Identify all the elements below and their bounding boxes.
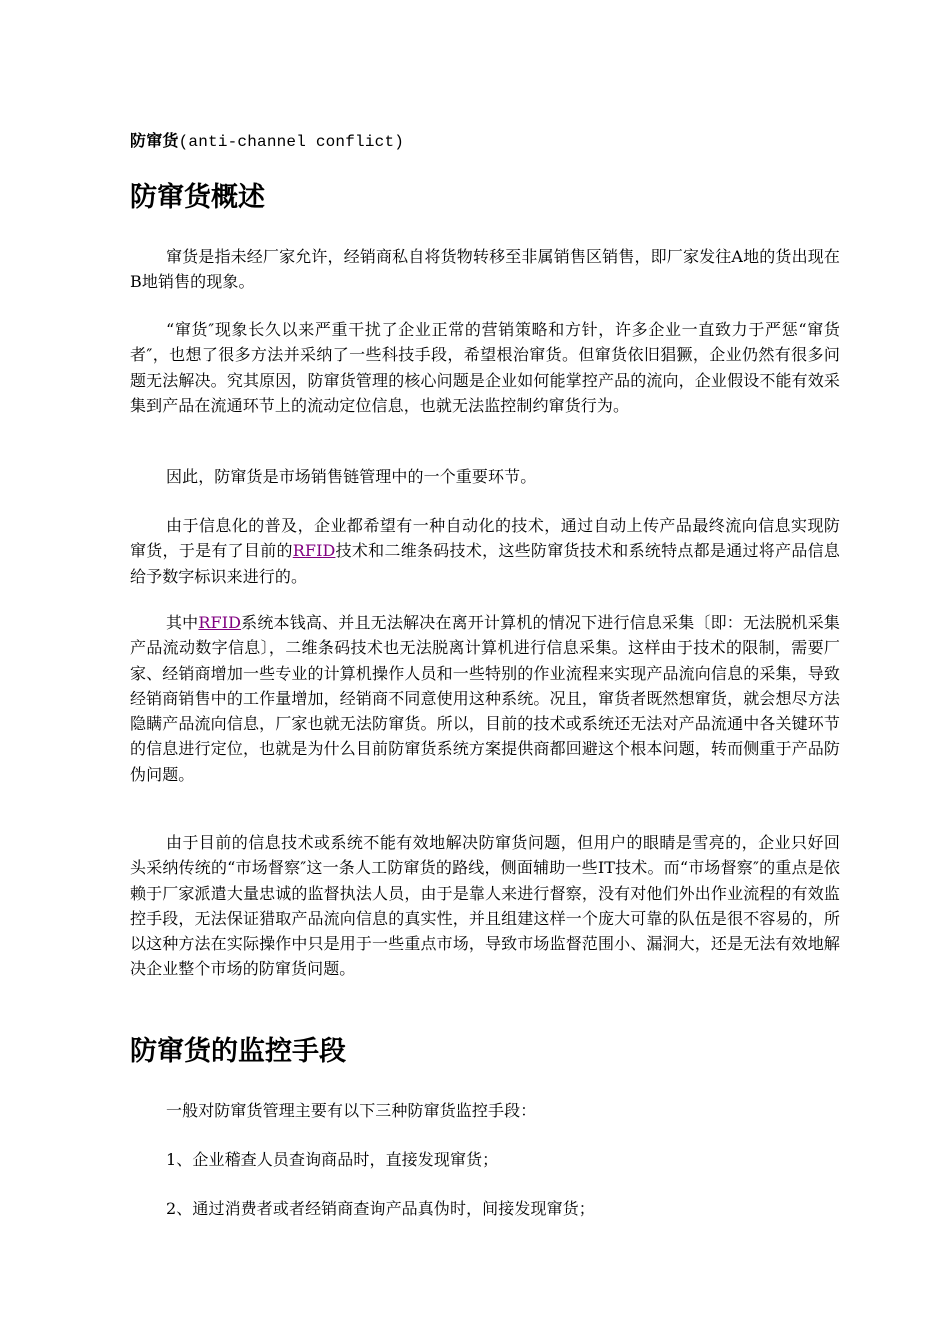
paragraph-technology-text-b: 技术和二维条码技术，这些防窜货技术和系统特点都是通过将产品信息给予数字标识来进行的。 bbox=[130, 541, 840, 586]
document-title-cn: 防窜货 bbox=[130, 131, 179, 150]
rfid-link-2[interactable]: RFID bbox=[198, 613, 242, 632]
list-item-1: 1、企业稽查人员查询商品时，直接发现窜货； bbox=[166, 1150, 499, 1169]
rfid-link[interactable]: RFID bbox=[292, 541, 336, 561]
document-title bbox=[130, 128, 404, 151]
document-title-en: (anti-channel conflict) bbox=[178, 133, 405, 151]
paragraph-importance: 因此，防窜货是市场销售链管理中的一个重要环节。 bbox=[166, 467, 537, 486]
section-heading-monitoring: 防窜货的监控手段 bbox=[130, 1036, 346, 1067]
paragraph-rfid-limits-text-b: 系统本钱高、并且无法解决在离开计算机的情况下进行信息采集〔即：无法脱机采集产品流动数字信息〕，二维条码技术也无法脱离计算机进行信息采集。这样由于技术的限制，需要厂家、经销商增加一些专业的计算机操作人员和一些特别的作业流程来实现产品流向信息的采集，导致经销商销售中的工作量增加，经销商不同意使用这种系统。况且，窜货者既然想窜货，就会想尽方法隐瞒产品流向信息，厂家也就无法防窜货。所以，目前的技术或系统还无法对产品流通中各关键环节的信息进行定位，也就是为什么目前防窜货系统方案提供商都回避这个根本问题，转而侧重于产品防伪问题。 bbox=[130, 613, 840, 784]
paragraph-problem: “窜货″现象长久以来严重干扰了企业正常的营销策略和方针，许多企业一直致力于严惩“窜货者″，也想了很多方法并采纳了一些科技手段，希望根治窜货。但窜货依旧猖獗，企业仍然有很多问题无法解决。究其原因，防窜货管理的核心问题是企业如何能掌控产品的流向，企业假设不能有效采集到产品在流通环节上的流动定位信息，也就无法监控制约窜货行为。 bbox=[130, 320, 840, 415]
paragraph-market-supervision: 由于目前的信息技术或系统不能有效地解决防窜货问题，但用户的眼睛是雪亮的，企业只好回头采纳传统的“市场督察″这一条人工防窜货的路线，侧面辅助一些IT技术。而“市场督察″的重点是依赖于厂家派遣大量忠诚的监督执法人员，由于是靠人来进行督察，没有对他们外出作业流程的有效监控手段，无法保证猎取产品流向信息的真实性，并且组建这样一个庞大可靠的队伍是很不容易的，所以这种方法在实际操作中只是用于一些重点市场，导致市场监督范围小、漏洞大，还是无法有效地解决企业整个市场的防窜货问题。 bbox=[130, 833, 840, 979]
section-heading-overview: 防窜货概述 bbox=[130, 182, 265, 213]
paragraph-rfid-limits bbox=[130, 610, 840, 787]
paragraph-definition: 窜货是指未经厂家允许，经销商私自将货物转移至非属销售区销售，即厂家发往A地的货出现在B地销售的现象。 bbox=[130, 247, 840, 292]
paragraph-monitoring-intro: 一般对防窜货管理主要有以下三种防窜货监控手段： bbox=[166, 1101, 537, 1120]
paragraph-technology bbox=[130, 513, 840, 589]
list-item-2: 2、通过消费者或者经销商查询产品真伪时，间接发现窜货； bbox=[166, 1199, 595, 1218]
paragraph-rfid-limits-text-a: 其中 bbox=[166, 613, 199, 632]
paragraph-technology-text-a: 由于信息化的普及，企业都希望有一种自动化的技术，通过自动上传产品最终流向信息实现防窜货，于是有了目前的 bbox=[130, 516, 840, 561]
